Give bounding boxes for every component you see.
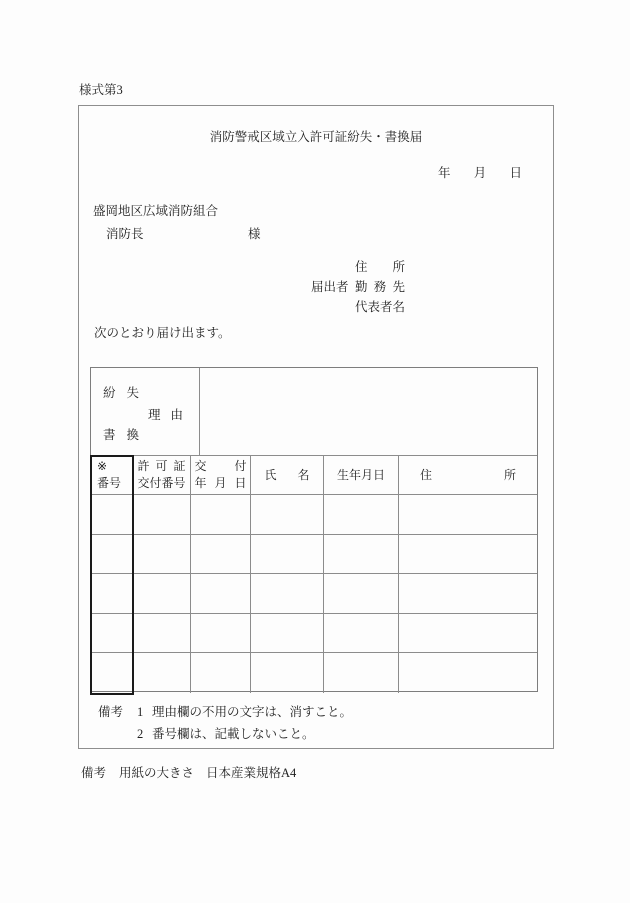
column-header-birthdate: 生年月日: [324, 456, 399, 495]
table-cell: [324, 574, 399, 614]
form-table: [90, 367, 538, 692]
table-cell: [324, 614, 399, 654]
table-cell: [91, 614, 133, 654]
paper-size-note: [81, 763, 296, 781]
table-cell: [399, 614, 537, 654]
reason-label: 理由: [148, 408, 183, 422]
form-border-box: [78, 105, 554, 749]
note-text: 番号欄は、記載しないこと。: [152, 727, 315, 741]
declarant-address-label: 住所: [355, 260, 405, 274]
reason-value-cell: [200, 368, 537, 455]
note-number: 1: [137, 705, 144, 719]
note-line: [98, 723, 352, 745]
note-line: [98, 701, 352, 723]
table-cell: [251, 535, 324, 575]
paper-size-value: 日本産業規格A4: [206, 766, 297, 780]
reason-header-cell: [91, 368, 200, 455]
table-cell: [399, 574, 537, 614]
table-cell: [133, 653, 191, 693]
table-cell: [91, 495, 133, 535]
day-label: 日: [509, 166, 522, 180]
column-header-name: 氏名: [251, 456, 324, 495]
declarant-label: 届出者: [311, 280, 349, 294]
table-cell: [191, 535, 251, 575]
table-cell: [91, 574, 133, 614]
table-cell: [91, 535, 133, 575]
table-header-row: [91, 456, 537, 495]
addressee-title: 消防長: [106, 227, 144, 241]
reason-section: [91, 368, 537, 456]
table-cell: [133, 535, 191, 575]
table-cell: [191, 495, 251, 535]
paper-size-label: 用紙の大きさ: [119, 766, 195, 780]
notes-block: [98, 701, 352, 745]
note-number: 2: [137, 727, 144, 741]
table-cell: [251, 495, 324, 535]
note-text: 理由欄の不用の文字は、消すこと。: [152, 705, 353, 719]
table-cell: [324, 535, 399, 575]
table-cell: [399, 495, 537, 535]
table-cell: [133, 495, 191, 535]
addressee-organization: 盛岡地区広域消防組合: [93, 204, 219, 218]
declarant-workplace-label: 勤務先: [355, 280, 405, 294]
table-cell: [91, 653, 133, 693]
table-cell: [251, 614, 324, 654]
statement-text: 次のとおり届け出ます。: [94, 326, 231, 340]
form-title: 消防警戒区域立入許可証紛失・書換届: [209, 130, 423, 144]
notes-label: 備考: [98, 705, 124, 719]
table-cell: [324, 495, 399, 535]
year-label: 年: [438, 166, 451, 180]
table-cell: [191, 614, 251, 654]
form-number: 様式第3: [79, 83, 123, 97]
addressee-honorific: 様: [248, 227, 261, 241]
declarant-representative-label: 代表者名: [355, 300, 406, 314]
table-cell: [399, 653, 537, 693]
table-cell: [399, 535, 537, 575]
date-line: [438, 163, 522, 181]
column-header-number: ※ 番号: [91, 456, 133, 495]
column-header-permit-number: 許可証 交付番号: [133, 456, 191, 495]
footer-notes-label: 備考: [81, 766, 107, 780]
table-cell: [133, 614, 191, 654]
table-cell: [251, 574, 324, 614]
month-label: 月: [473, 166, 487, 180]
table-cell: [191, 653, 251, 693]
table-cell: [191, 574, 251, 614]
table-cell: [324, 653, 399, 693]
reason-rewrite-label: 書換: [103, 428, 139, 442]
table-cell: [133, 574, 191, 614]
column-header-issue-date: 交付 年月日: [191, 456, 251, 495]
table-cell: [251, 653, 324, 693]
table-body: [91, 495, 537, 693]
reason-lost-label: 紛失: [103, 386, 139, 400]
column-header-address: 住所: [399, 456, 537, 495]
